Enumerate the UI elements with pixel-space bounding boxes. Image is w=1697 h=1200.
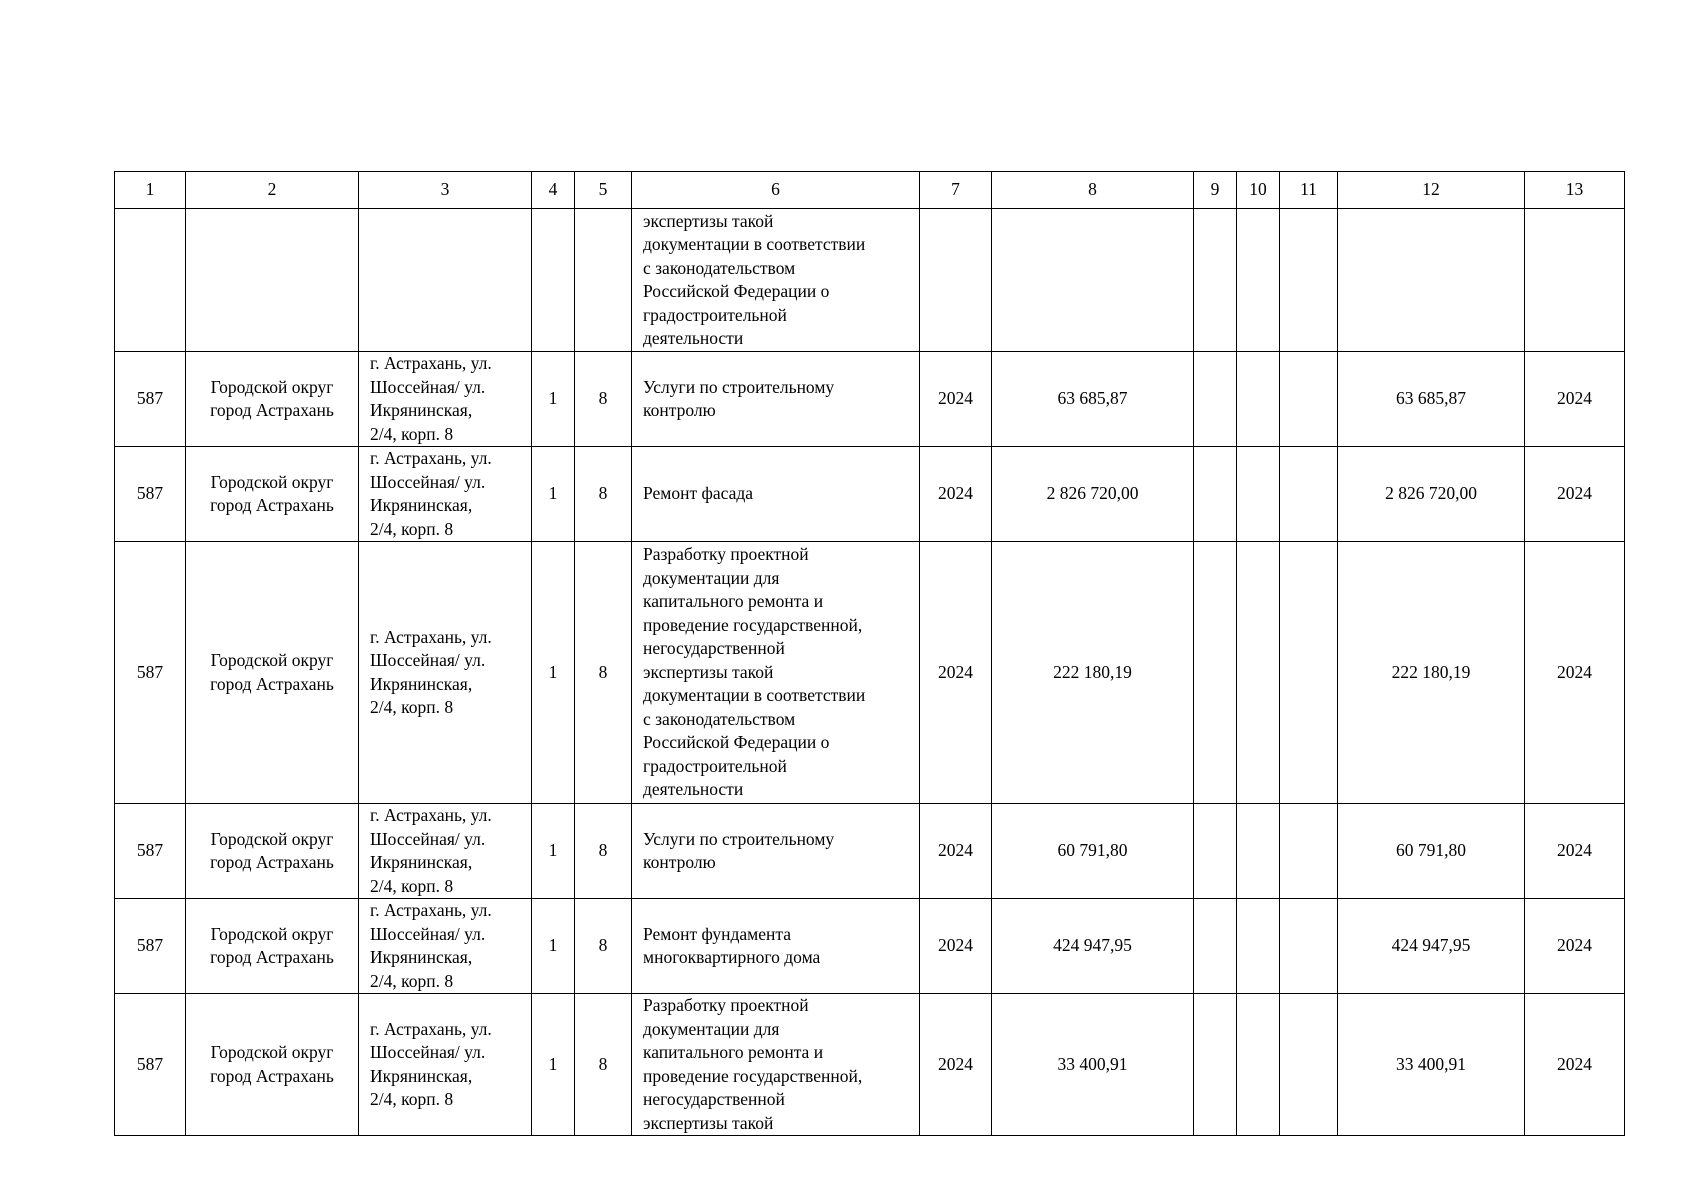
col11-value: [1280, 994, 1338, 1136]
col4-value: 1: [532, 352, 575, 447]
empty-cell: [1280, 209, 1338, 352]
col10-value: [1237, 899, 1280, 994]
work-type-text: Разработку проектной документации для капитального ремонта и проведение государственной, негосударственной экспертизы такой документации в соответствии с законодательством Российской Федерации о градостроительной деятельности: [643, 544, 866, 800]
total-cost-value: 222 180,19: [992, 542, 1194, 804]
col11-value: [1280, 447, 1338, 542]
column-number: 12: [1338, 172, 1525, 209]
address-text: г. Астрахань, ул. Шоссейная/ ул. Икрянинская, 2/4, корп. 8: [370, 626, 492, 717]
col9-value: [1194, 994, 1237, 1136]
col4-value: 1: [532, 447, 575, 542]
col13-value: 2024: [1525, 447, 1625, 542]
work-type-cell: [632, 352, 920, 447]
municipality-text: Городской округ город Астрахань: [210, 828, 334, 872]
column-number: 3: [359, 172, 532, 209]
year-value: 2024: [920, 804, 992, 899]
total-cost-value: 63 685,87: [992, 352, 1194, 447]
col10-value: [1237, 994, 1280, 1136]
column-number: 4: [532, 172, 575, 209]
capital-repair-plan-table: [114, 171, 1625, 1136]
work-type-cell: [632, 447, 920, 542]
year-value: 2024: [920, 447, 992, 542]
column-number: 1: [115, 172, 186, 209]
year-value: 2024: [920, 994, 992, 1136]
table-row: [115, 352, 1625, 447]
row-number: 587: [115, 994, 186, 1136]
year-value: 2024: [920, 899, 992, 994]
work-type-cell: [632, 804, 920, 899]
column-number: 6: [632, 172, 920, 209]
empty-cell: [1237, 209, 1280, 352]
year-value: 2024: [920, 352, 992, 447]
col4-value: 1: [532, 994, 575, 1136]
address-text: г. Астрахань, ул. Шоссейная/ ул. Икрянинская, 2/4, корп. 8: [370, 353, 492, 444]
col13-value: 2024: [1525, 804, 1625, 899]
continuation-row: [115, 209, 1625, 352]
col13-value: 2024: [1525, 352, 1625, 447]
col10-value: [1237, 542, 1280, 804]
col5-value: 8: [575, 899, 632, 994]
municipality-cell: [186, 994, 359, 1136]
empty-cell: [575, 209, 632, 352]
total-cost-value: 424 947,95: [992, 899, 1194, 994]
column-number: 11: [1280, 172, 1338, 209]
column-number-header-row: [115, 172, 1625, 209]
municipality-cell: [186, 899, 359, 994]
work-type-cell: [632, 899, 920, 994]
table-row: [115, 447, 1625, 542]
address-text: г. Астрахань, ул. Шоссейная/ ул. Икрянинская, 2/4, корп. 8: [370, 448, 492, 539]
empty-cell: [1194, 209, 1237, 352]
col10-value: [1237, 352, 1280, 447]
col12-value: 33 400,91: [1338, 994, 1525, 1136]
col5-value: 8: [575, 542, 632, 804]
col4-value: 1: [532, 542, 575, 804]
empty-cell: [920, 209, 992, 352]
municipality-cell: [186, 804, 359, 899]
work-type-text: экспертизы такой документации в соответствии с законодательством Российской Федерации о градостроительной деятельности: [643, 210, 866, 348]
col12-value: 60 791,80: [1338, 804, 1525, 899]
col11-value: [1280, 899, 1338, 994]
municipality-cell: [186, 352, 359, 447]
work-type-cell: [632, 994, 920, 1136]
col11-value: [1280, 352, 1338, 447]
col5-value: 8: [575, 447, 632, 542]
work-type-text: Ремонт фундамента многоквартирного дома: [643, 923, 821, 967]
col10-value: [1237, 447, 1280, 542]
address-cell: [359, 804, 532, 899]
work-type-text: Ремонт фасада: [643, 483, 754, 504]
col9-value: [1194, 899, 1237, 994]
col12-value: 63 685,87: [1338, 352, 1525, 447]
column-number: 5: [575, 172, 632, 209]
col13-value: 2024: [1525, 899, 1625, 994]
address-cell: [359, 447, 532, 542]
empty-cell: [1338, 209, 1525, 352]
municipality-cell: [186, 447, 359, 542]
row-number: 587: [115, 447, 186, 542]
col11-value: [1280, 804, 1338, 899]
municipality-text: Городской округ город Астрахань: [210, 650, 334, 694]
address-text: г. Астрахань, ул. Шоссейная/ ул. Икрянинская, 2/4, корп. 8: [370, 805, 492, 896]
empty-cell: [359, 209, 532, 352]
total-cost-value: 60 791,80: [992, 804, 1194, 899]
column-number: 7: [920, 172, 992, 209]
row-number: 587: [115, 352, 186, 447]
column-number: 13: [1525, 172, 1625, 209]
row-number: 587: [115, 899, 186, 994]
col4-value: 1: [532, 804, 575, 899]
address-cell: [359, 899, 532, 994]
table-row: [115, 994, 1625, 1136]
address-cell: [359, 994, 532, 1136]
col12-value: 222 180,19: [1338, 542, 1525, 804]
column-number: 2: [186, 172, 359, 209]
total-cost-value: 2 826 720,00: [992, 447, 1194, 542]
col11-value: [1280, 542, 1338, 804]
municipality-text: Городской округ город Астрахань: [210, 376, 334, 420]
col5-value: 8: [575, 804, 632, 899]
col10-value: [1237, 804, 1280, 899]
column-number: 9: [1194, 172, 1237, 209]
work-type-text: Разработку проектной документации для капитального ремонта и проведение государственной, негосударственной экспертизы такой: [643, 995, 863, 1133]
work-type-text: Услуги по строительному контролю: [643, 828, 835, 872]
col9-value: [1194, 804, 1237, 899]
empty-cell: [186, 209, 359, 352]
col12-value: 424 947,95: [1338, 899, 1525, 994]
col4-value: 1: [532, 899, 575, 994]
work-type-cell: [632, 209, 920, 352]
empty-cell: [1525, 209, 1625, 352]
col9-value: [1194, 352, 1237, 447]
col13-value: 2024: [1525, 994, 1625, 1136]
col13-value: 2024: [1525, 542, 1625, 804]
table-row: [115, 804, 1625, 899]
year-value: 2024: [920, 542, 992, 804]
municipality-text: Городской округ город Астрахань: [210, 923, 334, 967]
column-number: 8: [992, 172, 1194, 209]
total-cost-value: 33 400,91: [992, 994, 1194, 1136]
empty-cell: [115, 209, 186, 352]
table-row: [115, 899, 1625, 994]
column-number: 10: [1237, 172, 1280, 209]
empty-cell: [532, 209, 575, 352]
table-row: [115, 542, 1625, 804]
row-number: 587: [115, 804, 186, 899]
address-cell: [359, 352, 532, 447]
col12-value: 2 826 720,00: [1338, 447, 1525, 542]
row-number: 587: [115, 542, 186, 804]
work-type-text: Услуги по строительному контролю: [643, 376, 835, 420]
municipality-text: Городской округ город Астрахань: [210, 1042, 334, 1086]
col5-value: 8: [575, 994, 632, 1136]
address-cell: [359, 542, 532, 804]
col9-value: [1194, 447, 1237, 542]
address-text: г. Астрахань, ул. Шоссейная/ ул. Икрянинская, 2/4, корп. 8: [370, 1018, 492, 1109]
work-type-cell: [632, 542, 920, 804]
address-text: г. Астрахань, ул. Шоссейная/ ул. Икрянинская, 2/4, корп. 8: [370, 900, 492, 991]
col9-value: [1194, 542, 1237, 804]
municipality-text: Городской округ город Астрахань: [210, 471, 334, 515]
col5-value: 8: [575, 352, 632, 447]
empty-cell: [992, 209, 1194, 352]
municipality-cell: [186, 542, 359, 804]
